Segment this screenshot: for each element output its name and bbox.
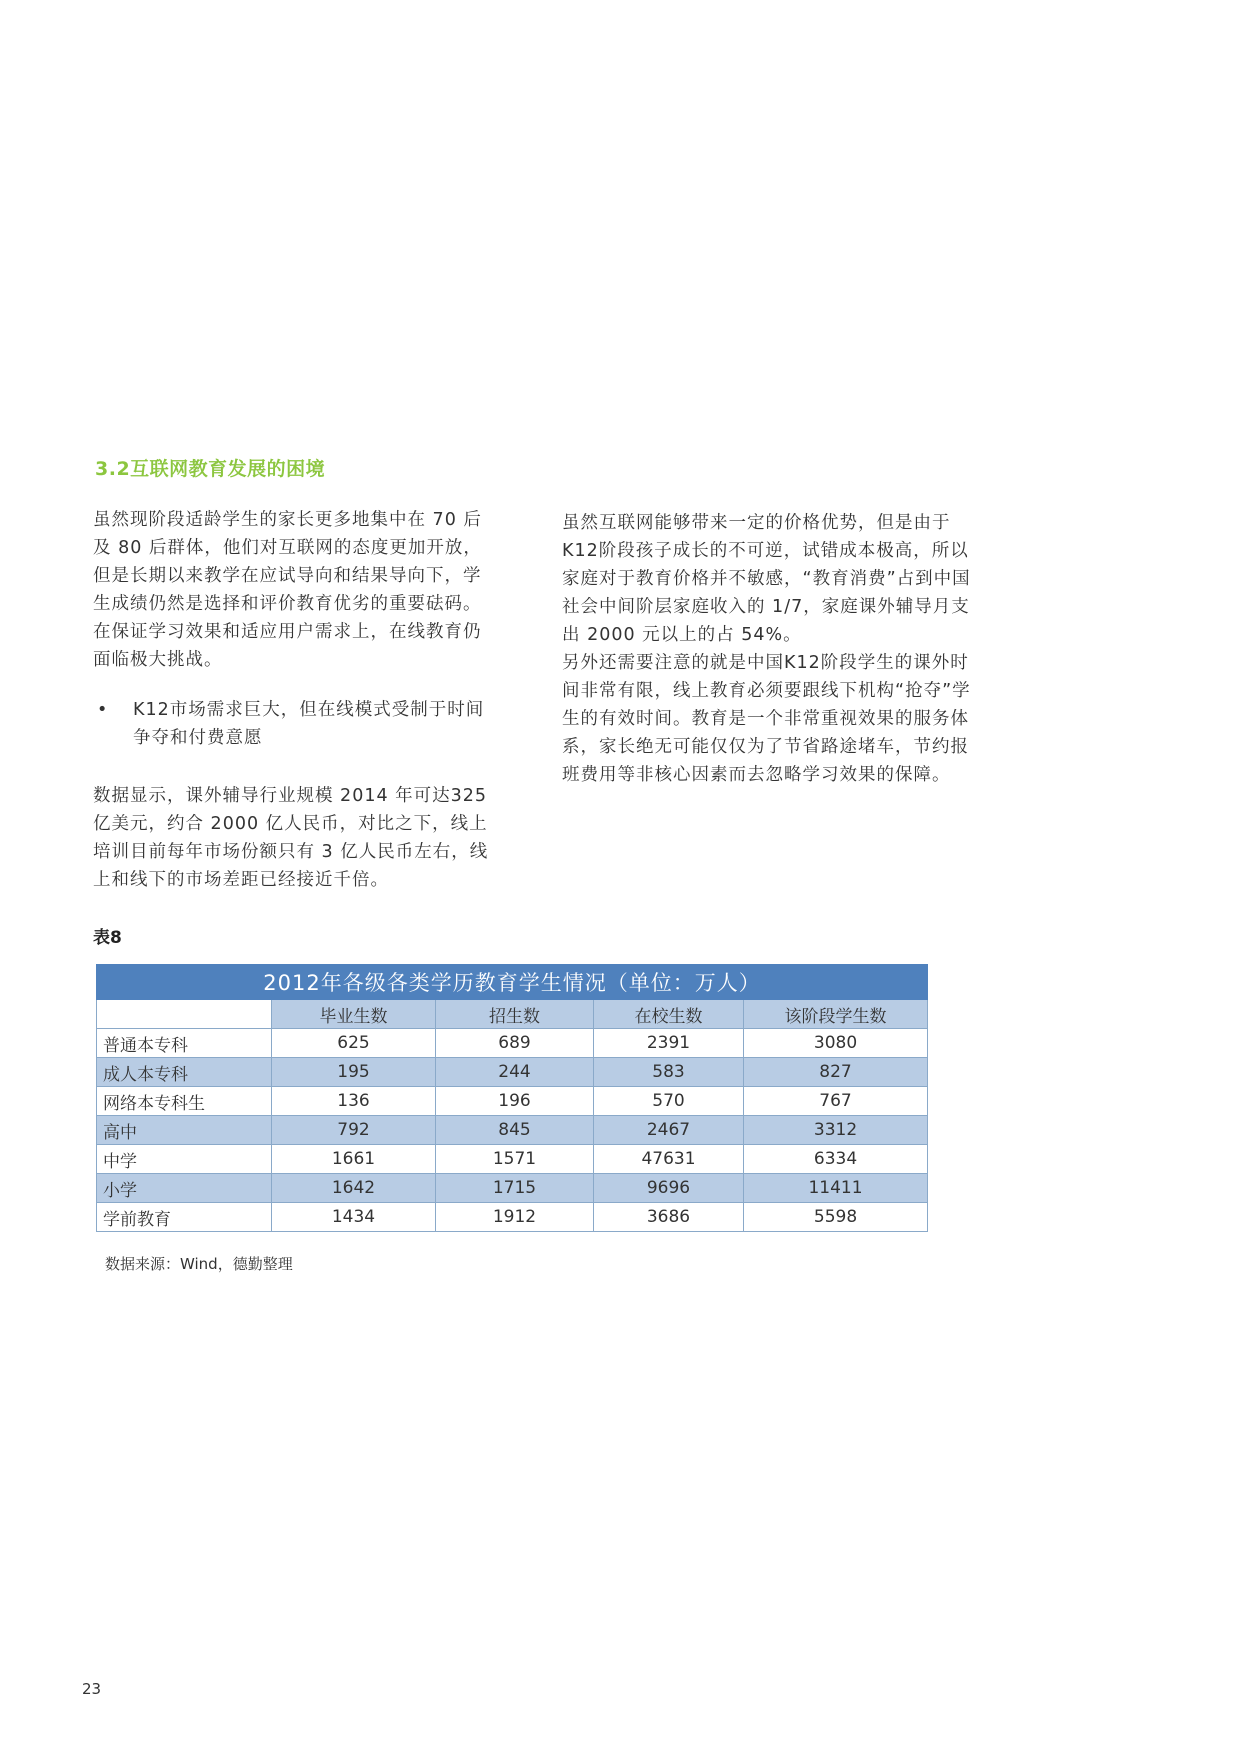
table-cell: 1571 — [436, 1145, 594, 1174]
column-header: 招生数 — [436, 1000, 594, 1029]
table-cell: 2467 — [594, 1116, 744, 1145]
table-cell: 47631 — [594, 1145, 744, 1174]
table-row — [97, 1058, 928, 1087]
table-label: 表8 — [93, 928, 122, 948]
bullet-marker: • — [97, 700, 109, 720]
table-cell: 9696 — [594, 1174, 744, 1203]
table-cell: 5598 — [744, 1203, 928, 1232]
table-row — [97, 1116, 928, 1145]
table-cell: 689 — [436, 1029, 594, 1058]
table-cell: 3080 — [744, 1029, 928, 1058]
table-cell: 6334 — [744, 1145, 928, 1174]
table-cell: 3686 — [594, 1203, 744, 1232]
table-cell: 244 — [436, 1058, 594, 1087]
table-cell: 11411 — [744, 1174, 928, 1203]
table-cell: 136 — [272, 1087, 436, 1116]
table-cell: 2391 — [594, 1029, 744, 1058]
table-cell: 583 — [594, 1058, 744, 1087]
row-label: 普通本专科 — [97, 1029, 272, 1058]
row-label: 中学 — [97, 1145, 272, 1174]
table-cell: 1434 — [272, 1203, 436, 1232]
table-row — [97, 1029, 928, 1058]
row-label: 成人本专科 — [97, 1058, 272, 1087]
table-cell: 767 — [744, 1087, 928, 1116]
table-cell: 625 — [272, 1029, 436, 1058]
right-column — [562, 509, 974, 789]
table-cell: 570 — [594, 1087, 744, 1116]
table-cell: 845 — [436, 1116, 594, 1145]
table-cell: 3312 — [744, 1116, 928, 1145]
section-title: 3.2互联网教育发展的困境 — [95, 458, 326, 480]
table-cell: 1661 — [272, 1145, 436, 1174]
table-corner-cell — [97, 1000, 272, 1029]
table-title: 2012年各级各类学历教育学生情况（单位：万人） — [97, 965, 928, 1000]
table-cell: 196 — [436, 1087, 594, 1116]
row-label: 小学 — [97, 1174, 272, 1203]
row-label: 学前教育 — [97, 1203, 272, 1232]
row-label: 网络本专科生 — [97, 1087, 272, 1116]
table-cell: 195 — [272, 1058, 436, 1087]
left-paragraph-1: 虽然现阶段适龄学生的家长更多地集中在 70 后及 80 后群体，他们对互联网的态度更加开放，但是长期以来教学在应试导向和结果导向下，学生成绩仍然是选择和评价教育优劣的重要砝码。在保证学习效果和适应用户需求上，在线教育仍面临极大挑战。 — [93, 510, 482, 670]
table-cell: 1715 — [436, 1174, 594, 1203]
page-number: 23 — [82, 1680, 102, 1698]
education-stats-table — [96, 964, 928, 1232]
right-paragraph-2: 另外还需要注意的就是中国K12阶段学生的课外时间非常有限，线上教育必须要跟线下机构“抢夺”学生的有效时间。教育是一个非常重视效果的服务体系，家长绝无可能仅仅为了节省路途堵车，节约报班费用等非核心因素而去忽略学习效果的保障。 — [562, 653, 971, 785]
column-header: 该阶段学生数 — [744, 1000, 928, 1029]
data-source-note: 数据来源：Wind，德勤整理 — [105, 1255, 293, 1273]
left-column — [93, 506, 498, 894]
column-header: 在校生数 — [594, 1000, 744, 1029]
table-cell: 827 — [744, 1058, 928, 1087]
table-row — [97, 1087, 928, 1116]
table-header-row — [97, 1000, 928, 1029]
table-title-row — [97, 965, 928, 1000]
row-label: 高中 — [97, 1116, 272, 1145]
column-header: 毕业生数 — [272, 1000, 436, 1029]
table-cell: 1912 — [436, 1203, 594, 1232]
table-cell: 792 — [272, 1116, 436, 1145]
bullet-text: K12市场需求巨大，但在线模式受制于时间争夺和付费意愿 — [133, 700, 485, 748]
right-paragraph-1: 虽然互联网能够带来一定的价格优势，但是由于K12阶段孩子成长的不可逆，试错成本极高，所以家庭对于教育价格并不敏感，“教育消费”占到中国社会中间阶层家庭收入的 1/7，家庭课外辅导月支出 2000 元以上的占 54%。 — [562, 513, 971, 645]
bullet-item — [93, 696, 498, 752]
table-row — [97, 1203, 928, 1232]
left-paragraph-2: 数据显示，课外辅导行业规模 2014 年可达325亿美元，约合 2000 亿人民币，对比之下，线上培训目前每年市场份额只有 3 亿人民币左右，线上和线下的市场差距已经接近千倍。 — [93, 786, 489, 890]
table-cell: 1642 — [272, 1174, 436, 1203]
table-row — [97, 1145, 928, 1174]
table-row — [97, 1174, 928, 1203]
